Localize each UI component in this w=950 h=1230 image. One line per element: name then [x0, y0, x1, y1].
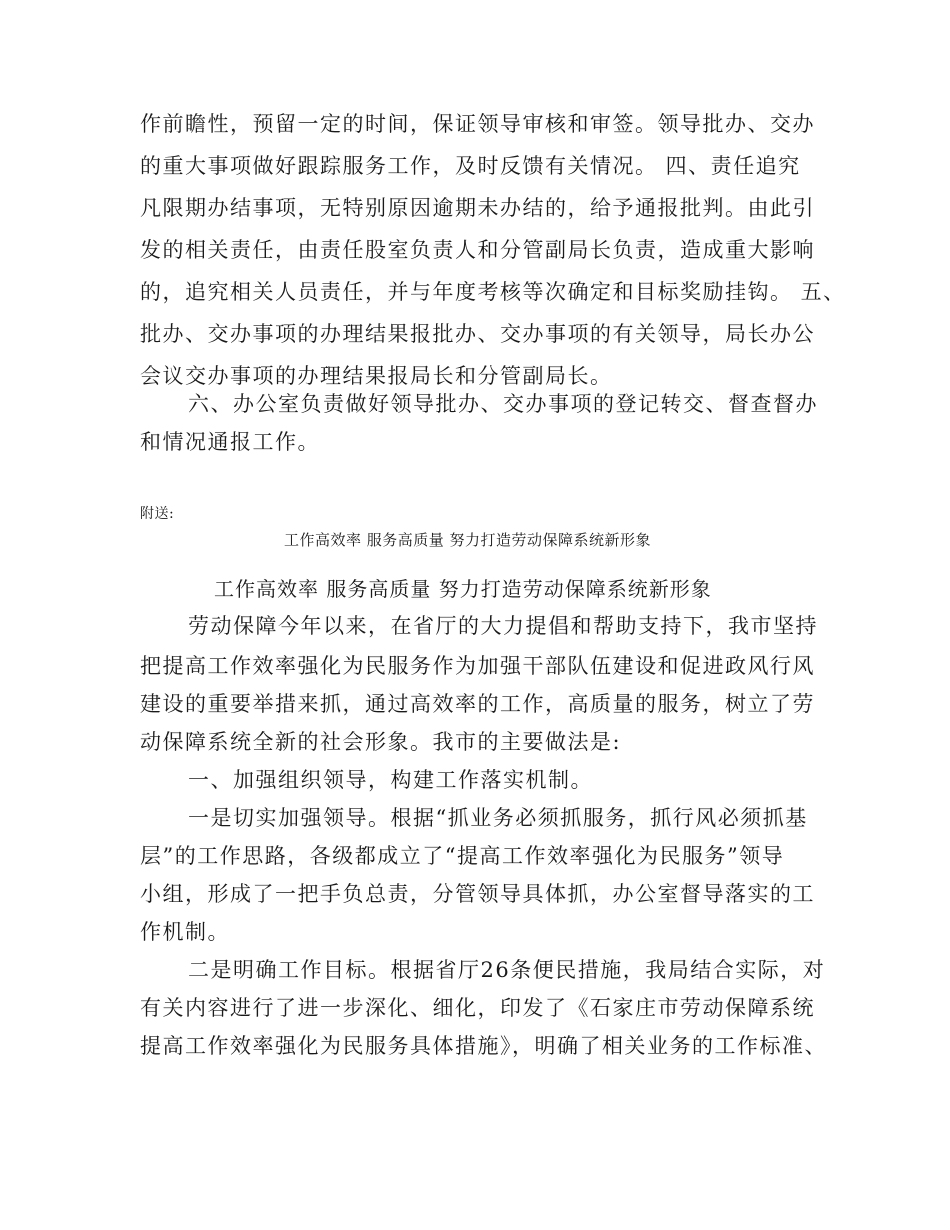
- attachment-label: 附送:: [140, 506, 175, 522]
- paragraph-line: 提高工作效率强化为民服务具体措施》，明确了相关业务的工作标准、: [140, 1034, 827, 1058]
- paragraph-line: 作前瞻性，预留一定的时间，保证领导审核和审签。领导批办、交办: [140, 112, 815, 136]
- paragraph-line: 动保障系统全新的社会形象。我市的主要做法是:: [140, 730, 622, 754]
- paragraph-line: 会议交办事项的办理结果报局长和分管副局长。: [140, 364, 613, 388]
- paragraph-line: 发的相关责任，由责任股室负责人和分管副局长负责，造成重大影响: [140, 238, 815, 262]
- paragraph-line: 有关内容进行了进一步深化、细化，印发了《石家庄市劳动保障系统: [140, 996, 815, 1020]
- attachment-title: 工作高效率 服务高质量 努力打造劳动保障系统新形象: [284, 531, 652, 549]
- paragraph-line: 二是明确工作目标。根据省厅26条便民措施，我局结合实际，对: [188, 958, 826, 982]
- paragraph-line: 的重大事项做好跟踪服务工作，及时反馈有关情况。 四、责任追究: [140, 154, 801, 178]
- paragraph-line: 小组，形成了一把手负总责，分管领导具体抓，办公室督导落实的工: [140, 882, 815, 906]
- paragraph-line: 劳动保障今年以来，在省厅的大力提倡和帮助支持下，我市坚持: [188, 614, 818, 638]
- paragraph-line: 和情况通报工作。: [140, 430, 320, 454]
- paragraph-line: 把提高工作效率强化为民服务作为加强干部队伍建设和促进政风行风: [140, 654, 815, 678]
- paragraph-line: 建设的重要举措来抓，通过高效率的工作，高质量的服务，树立了劳: [140, 692, 815, 716]
- paragraph-line: 一、加强组织领导，构建工作落实机制。: [188, 768, 593, 792]
- paragraph-line: 六、办公室负责做好领导批办、交办事项的登记转交、督查督办: [188, 392, 818, 416]
- paragraph-line: 凡限期办结事项，无特别原因逾期未办结的，给予通报批判。由此引: [140, 196, 815, 220]
- paragraph-line: 作机制。: [140, 920, 230, 944]
- paragraph-line: 的，追究相关人员责任，并与年度考核等次确定和目标奖励挂钩。 五、: [140, 280, 846, 304]
- paragraph-line: 一是切实加强领导。根据“抓业务必须抓服务，抓行风必须抓基: [188, 806, 808, 830]
- article-title: 工作高效率 服务高质量 努力打造劳动保障系统新形象: [214, 577, 712, 601]
- paragraph-line: 批办、交办事项的办理结果报批办、交办事项的有关领导，局长办公: [140, 322, 815, 346]
- paragraph-line: 层”的工作思路，各级都成立了“提高工作效率强化为民服务”领导: [140, 844, 785, 868]
